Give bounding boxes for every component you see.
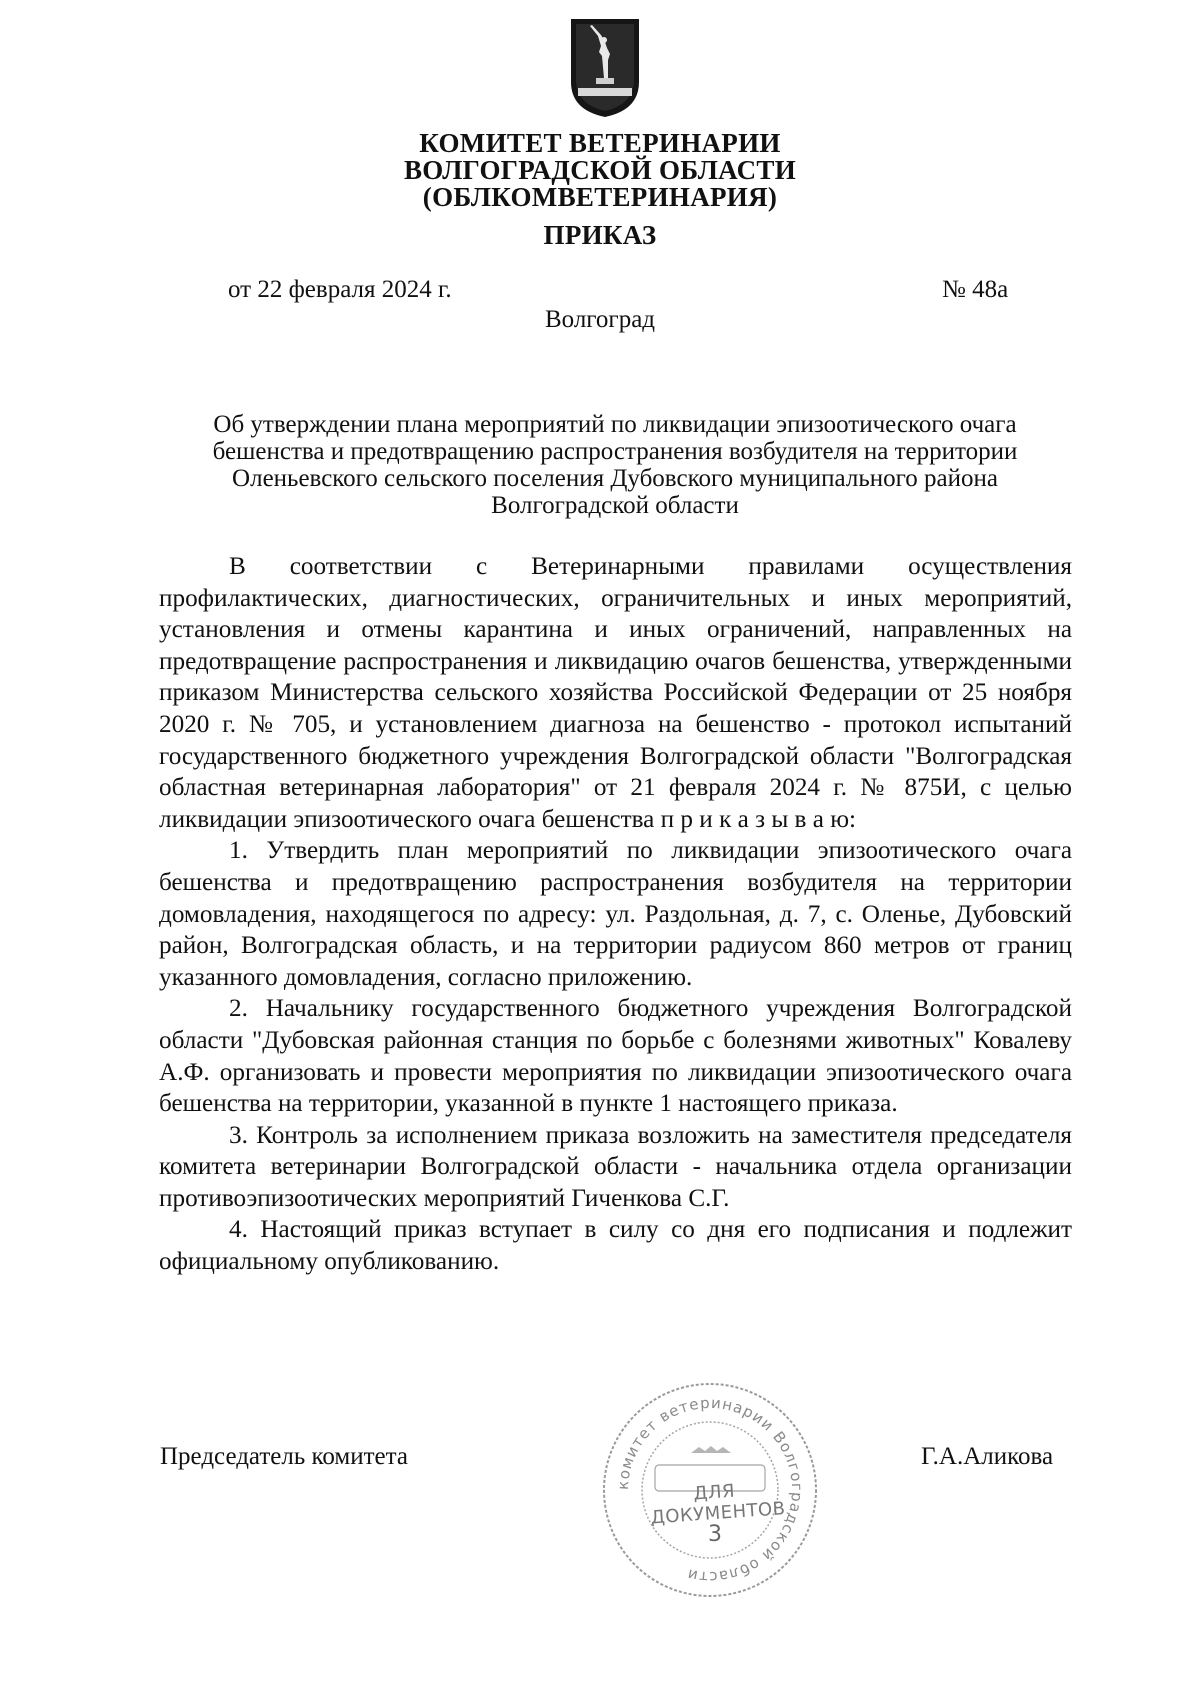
coat-of-arms-emblem (568, 16, 642, 120)
signatory-title: Председатель комитета (160, 1443, 408, 1470)
org-name-line-2: ВОЛГОГРАДСКОЙ ОБЛАСТИ (404, 155, 796, 185)
document-type-title: ПРИКАЗ (543, 220, 657, 250)
order-date: от 22 февраля 2024 г. (228, 276, 452, 303)
clause-1-paragraph: 1. Утвердить план мероприятий по ликвидации эпизоотического очага бешенства и предотвращению распространения возбудителя на территории домовладения, находящегося по адресу: ул. Раздольная, д. 7, с. Оленье, Дубовский район, Волгоградская область, и на территории радиусом 860 метров от границ указанного домовладения, согласно приложению. (159, 837, 1072, 991)
clause-4-paragraph: 4. Настоящий приказ вступает в силу со дня его подписания и подлежит официальному опубликованию. (159, 1216, 1072, 1276)
order-city: Волгоград (544, 306, 656, 333)
org-name-line-3: (ОБЛКОМВЕТЕРИНАРИЯ) (422, 182, 778, 212)
org-name-line-1: КОМИТЕТ ВЕТЕРИНАРИИ (419, 128, 781, 158)
clause-2-paragraph: 2. Начальнику государственного бюджетного учреждения Волгоградской области "Дубовская районная станция по борьбе с болезнями животных" Ковалеву А.Ф. организовать и провести мероприятия по ликвидации эпизоотического очага бешенства на территории, указанной в пункте 1 настоящего приказа. (159, 995, 1072, 1118)
order-subject: Об утверждении плана мероприятий по ликвидации эпизоотического очага бешенства и предотвращению распространения возбудителя на территории Оленьевского сельского поселения Дубовского муниципального района Волгоградской области (212, 411, 1018, 519)
seal-center-text: ДЛЯ ДОКУМЕНТОВ (650, 1480, 787, 1529)
preamble-paragraph: В соответствии с Ветеринарными правилами осуществления профилактических, диагностических, ограничительных и иных мероприятий, установления и отмены карантина и иных ограничений, направленных на предотвращение распространения и ликвидацию очагов бешенства, утвержденными приказом Министерства сельского хозяйства Российской Федерации от 25 ноября 2020 г. № 705, и установлением диагноза на бешенство - протокол испытаний государственного бюджетного учреждения Волгоградской области "Волгоградская областная ветеринарная лаборатория" от 21 февраля 2024 г. № 875И, с целью ликвидации эпизоотического очага бешенства п р и к а з ы в а ю: (159, 553, 1072, 833)
clause-3-paragraph: 3. Контроль за исполнением приказа возложить на заместителя председателя комитета ветеринарии Волгоградской области - начальника отдела организации противоэпизоотических мероприятий Гиченкова С.Г. (159, 1121, 1072, 1212)
seal-number: 3 (708, 1522, 722, 1547)
signatory-name: Г.А.Аликова (921, 1443, 1054, 1470)
seal-ring-text: комитет ветеринарии Волгоградской области (613, 1393, 807, 1587)
order-number: № 48а (942, 276, 1009, 303)
order-body (159, 551, 1072, 1278)
